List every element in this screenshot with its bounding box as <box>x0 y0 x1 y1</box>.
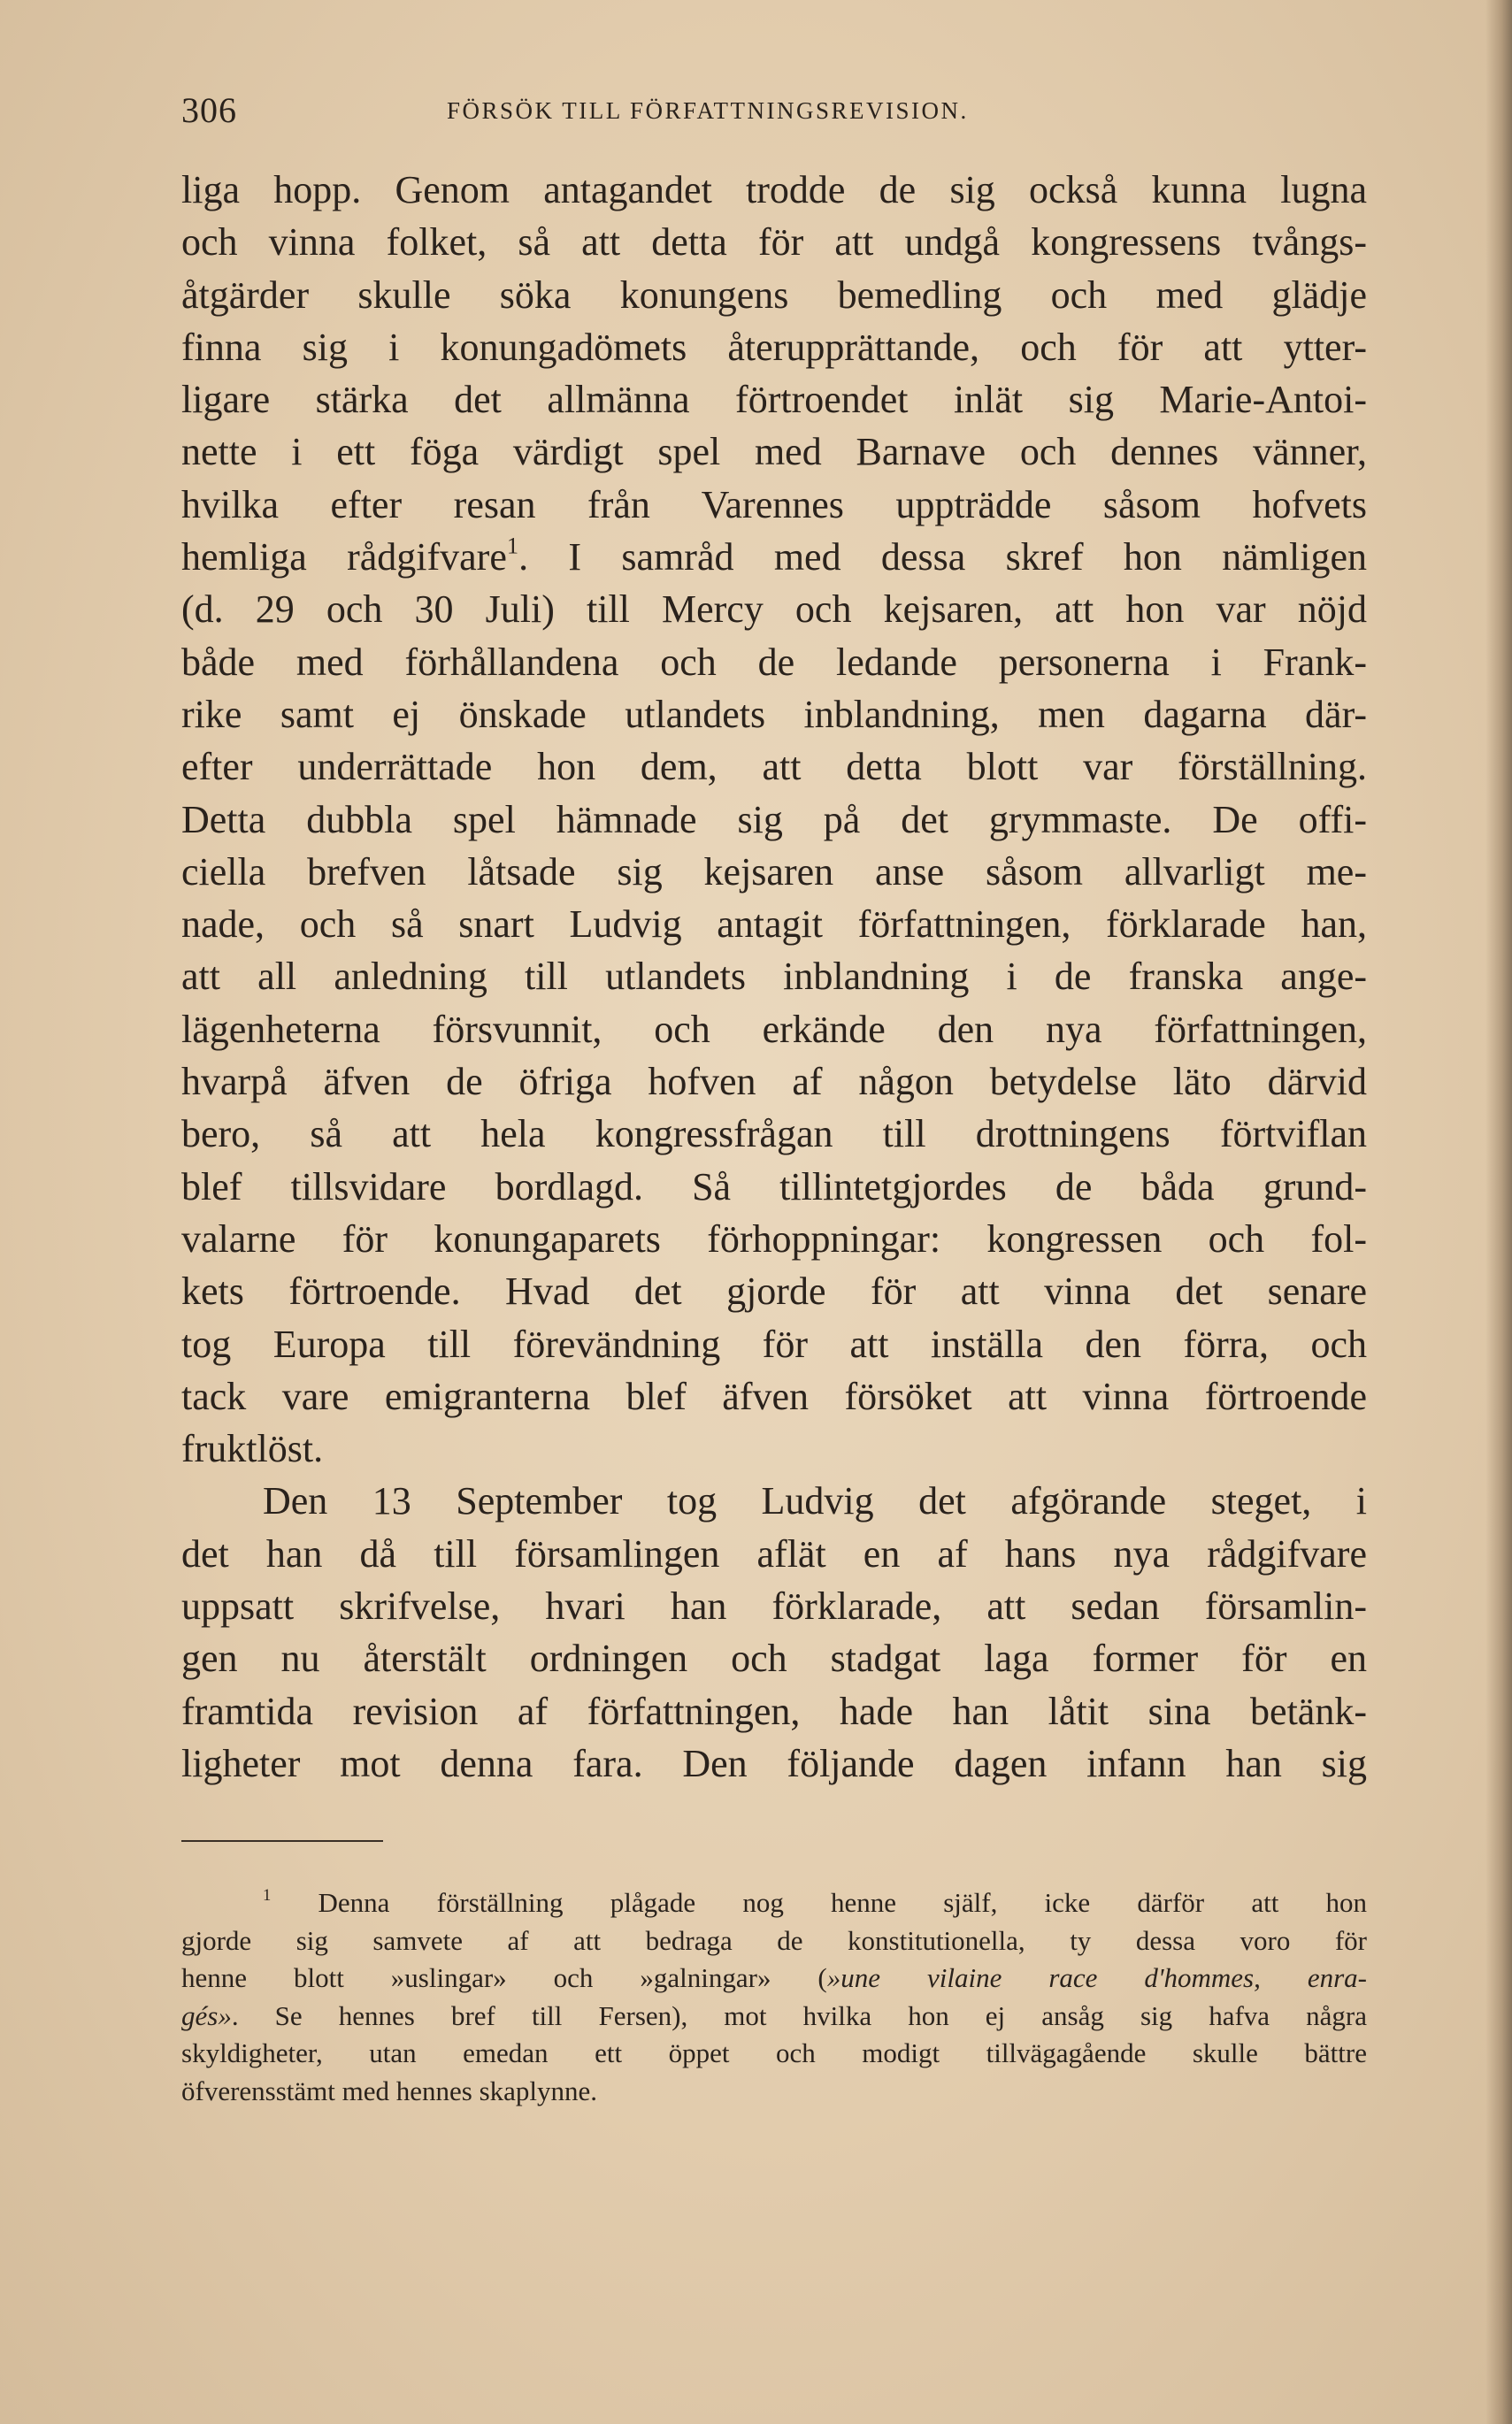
footnote-line <box>181 1998 1367 2036</box>
text-line: det han då till församlingen aflät en af hans nya rådgifvare <box>181 1531 1367 1576</box>
footnote-line: skyldigheter, utan emedan ett öppet och modigt tillvägagående skulle bättre <box>181 2037 1367 2068</box>
text-line: nette i ett föga värdigt spel med Barnave och dennes vänner, <box>181 430 1367 474</box>
text-line: nade, och så snart Ludvig antagit författningen, förklarade han, <box>181 902 1367 947</box>
text-line: liga hopp. Genom antagandet trodde de sig också kunna lugna <box>181 168 1367 211</box>
text-line: ligheter mot denna fara. Den följande dagen infann han sig <box>181 1741 1367 1785</box>
text-line: blef tillsvidare bordlagd. Så tillintetgjordes de båda grund- <box>181 1164 1367 1208</box>
text-line: Den 13 September tog Ludvig det afgörande steget, i <box>263 1479 1367 1523</box>
text-line: tog Europa till förevändning för att inställa den förra, och <box>181 1322 1367 1366</box>
text-segment: . I samråd med dessa skref hon nämligen <box>518 535 1367 579</box>
text-line: finna sig i konungadömets återupprättande, och för att ytter- <box>181 325 1367 369</box>
text-line: ciella brefven låtsade sig kejsaren anse såsom allvarligt me- <box>181 849 1367 894</box>
text-line: kets förtroende. Hvad det gjorde för att vinna det senare <box>181 1270 1367 1314</box>
main-text <box>181 164 1367 1790</box>
text-line: och vinna folket, så att detta för att undgå kongressens tvångs- <box>181 220 1367 265</box>
text-line: framtida revision af författningen, hade han låtit sina betänk- <box>181 1689 1367 1733</box>
footnote-line: öfverensstämt med hennes skaplynne. <box>181 2075 598 2106</box>
page-number: 306 <box>181 90 237 130</box>
page-header <box>181 84 1367 137</box>
text-line: bero, så att hela kongressfrågan till drottningens förtviflan <box>181 1112 1367 1156</box>
text-line: hvarpå äfven de öfriga hofven af någon betydelse läto därvid <box>181 1060 1367 1104</box>
text-line: valarne för konungaparets förhoppningar: kongressen och fol- <box>181 1216 1367 1261</box>
text-segment: hemliga rådgifvare <box>181 535 507 579</box>
footnote <box>181 1884 1367 2110</box>
footnote-segment: . Se hennes bref till Fersen), mot hvilka hon ej ansåg sig hafva några <box>231 1999 1367 2031</box>
text-line: efter underrättade hon dem, att detta blott var förställning. <box>181 745 1367 789</box>
text-line: fruktlöst. <box>181 1427 324 1471</box>
text-line: ligare stärka det allmänna förtroendet inlät sig Marie-Antoi- <box>181 378 1367 422</box>
text-line: rike samt ej önskade utlandets inblandning, men dagarna där- <box>181 692 1367 736</box>
page-edge-shadow <box>1485 0 1512 2424</box>
text-line <box>181 531 1367 583</box>
text-line: tack vare emigranterna blef äfven försöket att vinna förtroende <box>181 1374 1367 1418</box>
footnote-reference: 1 <box>506 532 519 559</box>
footnote-line: gjorde sig samvete af att bedraga de konstitutionella, ty dessa voro för <box>181 1924 1367 1956</box>
footnote-italic-quote: »une vilaine race d'hommes, enra- <box>826 1962 1367 1993</box>
text-line: uppsatt skrifvelse, hvari han förklarade, att sedan församlin- <box>181 1584 1367 1629</box>
footnote-segment: Denna förställning plågade nog henne själf, icke därför att hon <box>318 1887 1368 1918</box>
text-line: lägenheterna försvunnit, och erkände den nya författningen, <box>181 1007 1367 1051</box>
footnote-italic-quote: gés» <box>181 1999 232 2031</box>
text-line: gen nu återstält ordningen och stadgat laga former för en <box>181 1637 1367 1681</box>
footnote-divider <box>181 1840 383 1842</box>
text-line: (d. 29 och 30 Juli) till Mercy och kejsaren, att hon var nöjd <box>181 587 1367 632</box>
text-line: Detta dubbla spel hämnade sig på det grymmaste. De offi- <box>181 797 1367 841</box>
running-head: FÖRSÖK TILL FÖRFATTNINGSREVISION. <box>447 97 969 124</box>
footnote-segment: henne blott »uslingar» och »galningar» ( <box>181 1962 827 1993</box>
text-line: att all anledning till utlandets inblandning i de franska ange- <box>181 955 1367 999</box>
text-line: åtgärder skulle söka konungens bemedling och med glädje <box>181 272 1367 317</box>
footnote-line <box>181 1960 1367 1998</box>
footnote-marker: 1 <box>263 1885 272 1905</box>
text-line: hvilka efter resan från Varennes uppträdde såsom hofvets <box>181 482 1367 526</box>
text-line: både med förhållandena och de ledande personerna i Frank- <box>181 640 1367 684</box>
footnote-line <box>181 1884 1367 1922</box>
